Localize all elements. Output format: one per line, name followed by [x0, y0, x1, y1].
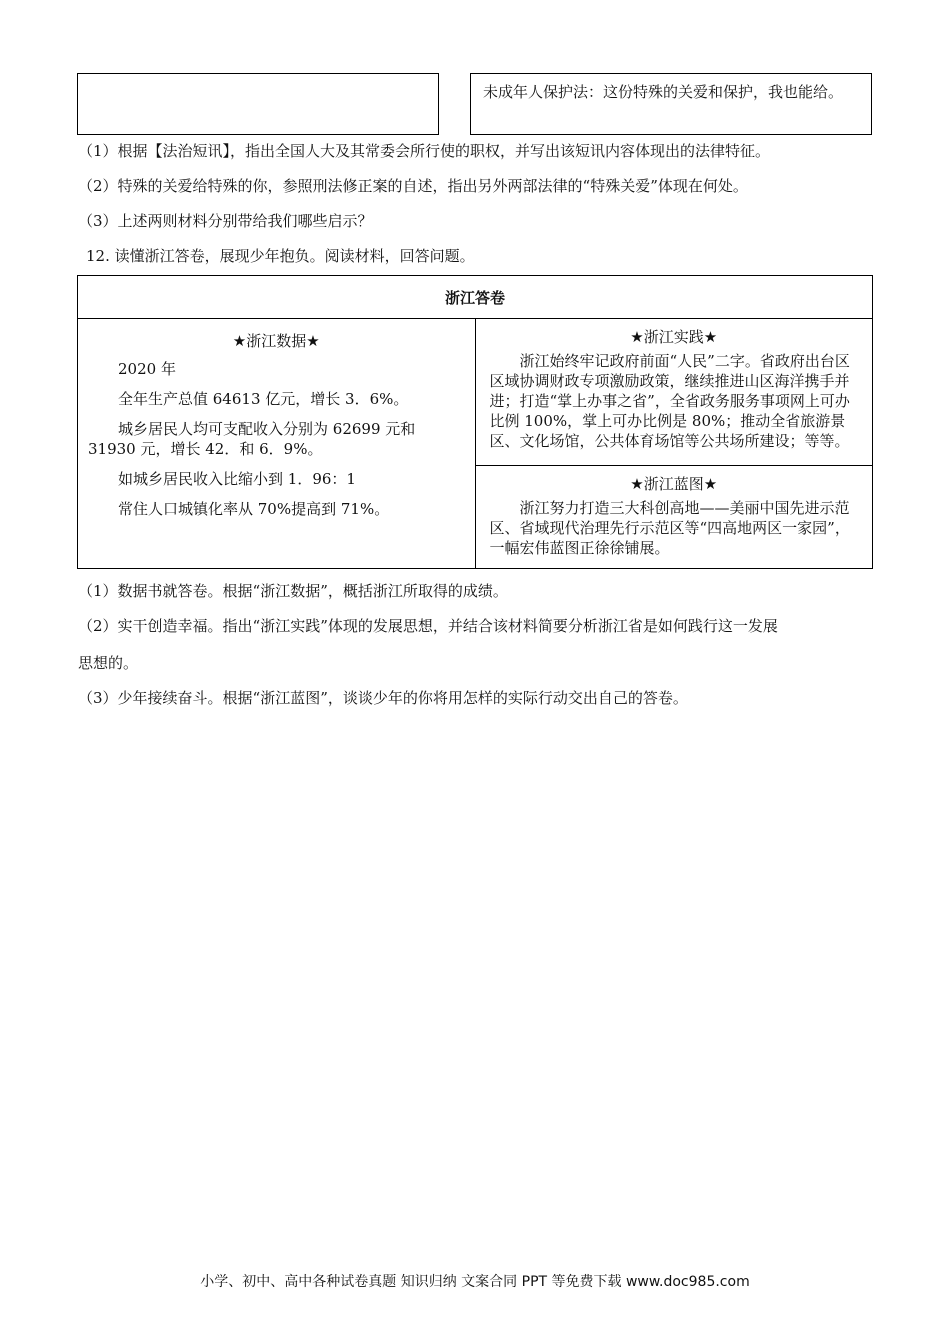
- q11-part3: （3）上述两则材料分别带给我们哪些启示？: [78, 212, 373, 230]
- zhejiang-practice-heading: ★浙江实践★: [630, 328, 718, 346]
- law-statement-box: [470, 73, 872, 135]
- footer-text: 小学、初中、高中各种试卷真题 知识归纳 文案合同 PPT 等免费下载 www.doc985.com: [200, 1274, 750, 1290]
- zhejiang-blueprint-cell: [475, 466, 873, 569]
- law-statement-text: 未成年人保护法：这份特殊的关爱和保护，我也能给。: [483, 83, 844, 101]
- zhejiang-data-heading: ★浙江数据★: [232, 332, 320, 350]
- zhejiang-blueprint-heading: ★浙江蓝图★: [630, 475, 718, 493]
- data-item-urbanization: 常住人口城镇化率从 70%提高到 71%。: [118, 500, 390, 518]
- zhejiang-blueprint-text: 浙江努力打造三大科创高地——美丽中国先进示范区、省域现代治理先行示范区等“四高地两区一家园”，一幅宏伟蓝图正徐徐铺展。: [489, 499, 850, 557]
- data-year: 2020 年: [118, 360, 176, 378]
- data-item-income: 城乡居民人均可支配收入分别为 62699 元和 31930 元，增长 42．和 6．9%。: [88, 420, 416, 458]
- q12-part2-cont: 思想的。: [78, 654, 139, 672]
- data-item-gdp: 全年生产总值 64613 亿元，增长 3．6%。: [118, 390, 409, 408]
- zhejiang-data-cell: [78, 319, 476, 569]
- zhejiang-practice-text: 浙江始终牢记政府前面“人民”二字。省政府出台区区域协调财政专项激励政策，继续推进山区海洋携手并进；打造“掌上办事之省”，全省政务服务事项网上可办比例 100%，掌上可办比例是 80%；推动全省旅游景区、文化场馆，公共体育场馆等公共场所建设；等等。: [489, 352, 850, 450]
- q12-part3: （3）少年接续奋斗。根据“浙江蓝图”，谈谈少年的你将用怎样的实际行动交出自己的答卷。: [78, 689, 688, 707]
- data-item-ratio: 如城乡居民收入比缩小到 1．96：1: [118, 470, 356, 488]
- q12-part2: （2）实干创造幸福。指出“浙江实践”体现的发展思想，并结合该材料简要分析浙江省是如何践行这一发展: [78, 617, 778, 635]
- q11-part1: （1）根据【法治短讯】，指出全国人大及其常委会所行使的职权，并写出该短讯内容体现出的法律特征。: [78, 142, 771, 160]
- zhejiang-practice-cell: [475, 319, 873, 466]
- zhejiang-answer-table: [77, 275, 873, 569]
- q12-part1: （1）数据书就答卷。根据“浙江数据”，概括浙江所取得的成绩。: [78, 582, 508, 600]
- table-title: 浙江答卷: [78, 276, 873, 319]
- empty-material-box: [77, 73, 439, 135]
- q11-part2: （2）特殊的关爱给特殊的你，参照刑法修正案的自述，指出另外两部法律的“特殊关爱”体现在何处。: [78, 177, 748, 195]
- q12-intro: 12. 读懂浙江答卷，展现少年抱负。阅读材料，回答问题。: [86, 247, 475, 265]
